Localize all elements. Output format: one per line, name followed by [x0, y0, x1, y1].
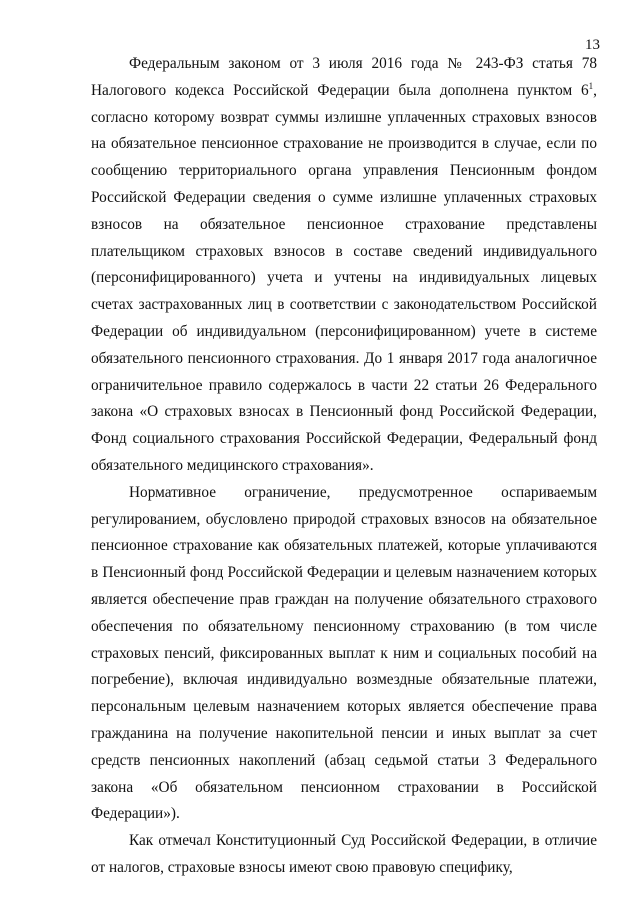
page-number: 13 — [585, 37, 600, 53]
paragraph-2: Нормативное ограничение, предусмотренное оспариваемым регулированием, обусловлено природой страховых взносов на обязательное пенсионное страхование как обязательных платежей, которые уплачиваются в Пенсионный фонд Российской Федерации и целевым назначением которых является обеспечение прав граждан на получение обязательного страхового обеспечения по обязательному пенсионному страхованию (в том числе страховых пенсий, фиксированных выплат к ним и социальных пособий на погребение), включая индивидуально возмездные обязательные платежи, персональным целевым назначением которых является обеспечение права гражданина на получение накопительной пенсии и иных выплат за счет средств пенсионных накоплений (абзац седьмой статьи 3 Федерального закона «Об обязательном пенсионном страховании в Российской Федерации»). — [91, 483, 597, 823]
paragraph-1-text-before-footnote: Федеральным законом от 3 июля 2016 года № 243-ФЗ статья 78 Налогового кодекса Российской Федерации была дополнена пунктом 6 — [91, 55, 597, 99]
paragraph-3: Как отмечал Конституционный Суд Российской Федерации, в отличие от налогов, страховые взносы имеют свою правовую специфику, — [91, 832, 597, 876]
paragraph-1-text-after-footnote: , согласно которому возврат суммы излишне уплаченных страховых взносов на обязательное пенсионное страхование не производится в случае, если по сообщению территориального органа управления Пенсионным фондом Российской Федерации сведения о сумме излишне уплаченных страховых взносов на обязательное пенсионное страхование представлены плательщиком страховых взносов в составе сведений индивидуального (персонифицированного) учета и учтены на индивидуальных лицевых счетах застрахованных лиц в соответствии с законодательством Российской Федерации об индивидуальном (персонифицированном) учете в системе обязательного пенсионного страхования. До 1 января 2017 года аналогичное ограничительное правило содержалось в части 22 статьи 26 Федерального закона «О страховых взносах в Пенсионный фонд Российской Федерации, Фонд социального страхования Российской Федерации, Федеральный фонд обязательного медицинского страхования». — [91, 81, 597, 474]
document-body — [91, 51, 597, 882]
paragraph-1 — [91, 51, 597, 480]
superscript-number: 1 — [588, 80, 594, 91]
